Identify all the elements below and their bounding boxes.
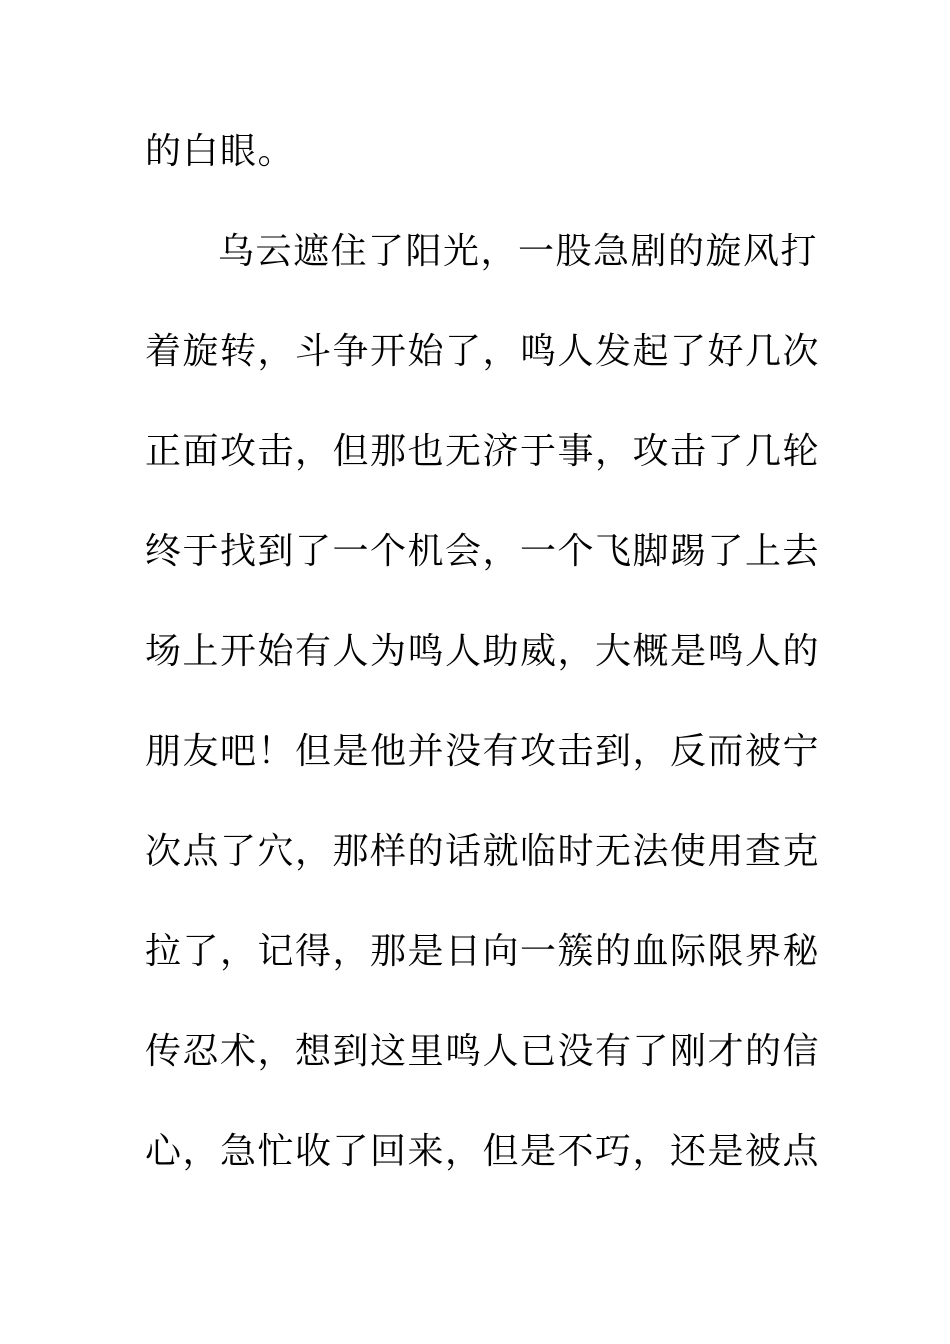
- text-line-9: 拉了，记得，那是日向一簇的血际限界秘: [145, 931, 821, 972]
- text-line-1: 的白眼。: [145, 131, 296, 172]
- paragraph-start-line: 乌云遮住了阳光，一股急剧的旋风打: [218, 231, 819, 272]
- text-line-7: 朋友吧！但是他并没有攻击到，反而被宁: [145, 731, 821, 772]
- text-line-8: 次点了穴，那样的话就临时无法使用查克: [145, 831, 821, 872]
- text-line-5: 终于找到了一个机会，一个飞脚踢了上去: [145, 531, 821, 572]
- text-line-10: 传忍术，想到这里鸣人已没有了刚才的信: [145, 1031, 821, 1072]
- text-line-11: 心，急忙收了回来，但是不巧，还是被点: [145, 1131, 821, 1172]
- text-line-3: 着旋转，斗争开始了，鸣人发起了好几次: [145, 331, 821, 372]
- text-line-6: 场上开始有人为鸣人助威，大概是鸣人的: [145, 631, 821, 672]
- text-line-4: 正面攻击，但那也无济于事，攻击了几轮: [145, 431, 821, 472]
